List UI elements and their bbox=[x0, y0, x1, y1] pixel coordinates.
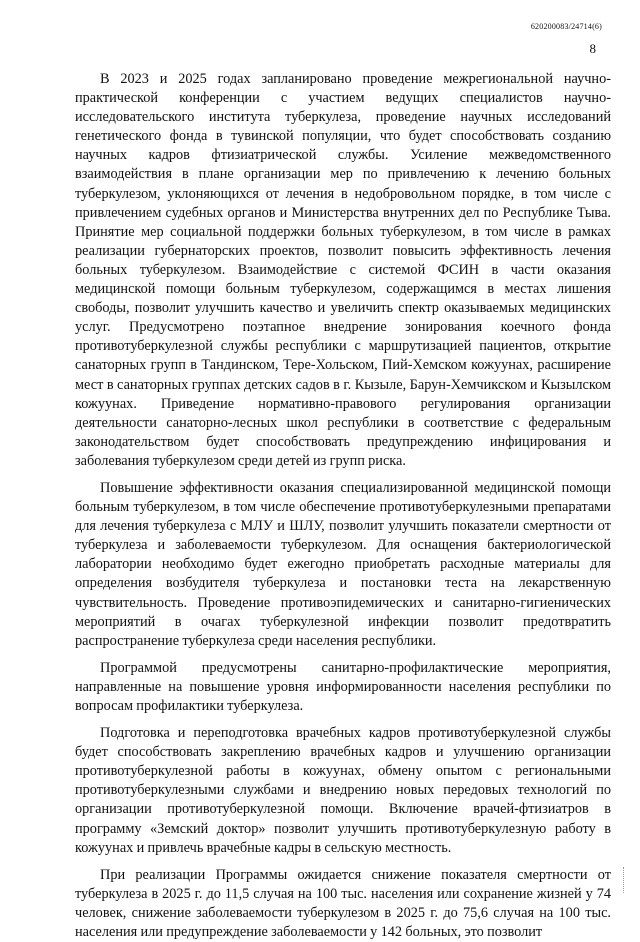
paragraph-expected-results: При реализации Программы ожидается снижение показателя смертности от туберкулеза в 2025 г. до 11,5 случая на 100 тыс. населения или сохранение жизней у 74 человек, снижение заболеваемости туберкулезом в 2025 г. до 75,6 случая на 100 тыс. населения или предупреждение заболеваемости у 142 больных, это позволит bbox=[75, 866, 611, 941]
document-body bbox=[75, 70, 611, 942]
paragraph-specialized-care: Повышение эффективности оказания специализированной медицинской помощи больным туберкулезом, в том числе обеспечение противотуберкулезными препаратами для лечения туберкулеза с МЛУ и ШЛУ, позволит улучшить показатели смертности от туберкулеза и заболеваемости туберкулезом. Для оснащения бактериологической лаборатории необходимо будет ежегодно приобретать расходные материалы для определения возбудителя туберкулеза и постановки теста на лекарственную чувствительность. Проведение противоэпидемических и санитарно-гигиенических мероприятий в очагах туберкулезной инфекции позволит предотвратить распространение туберкулеза среди населения республики. bbox=[75, 479, 611, 649]
page-number: 8 bbox=[589, 41, 596, 56]
document-id: 620200083/24714(6) bbox=[530, 22, 602, 31]
scan-edge-mark bbox=[623, 867, 628, 893]
paragraph-staff-training: Подготовка и переподготовка врачебных кадров противотуберкулезной службы будет способствовать закреплению врачебных кадров и улучшению организации противотуберкулезной работы в кожуунах, обмену опытом с региональными противотуберкулезными службами и внедрению новых передовых технологий по организации противотуберкулезной помощи. Включение врачей-фтизиатров в программу «Земский доктор» позволит улучшить противотуберкулезную работу в кожуунах и привлечь врачебные кадры в сельскую местность. bbox=[75, 725, 611, 856]
paragraph-prevention: Программой предусмотрены санитарно-профилактические мероприятия, направленные на повышение уровня информированности населения республики по вопросам профилактики туберкулеза. bbox=[75, 659, 611, 714]
paragraph-conference: В 2023 и 2025 годах запланировано проведение межрегиональной научно-практической конференции с участием ведущих специалистов научно-исследовательского института туберкулеза, проведение научных исследований генетического фонда в тувинской популяции, что будет способствовать созданию научных кадров фтизиатрической службы. Усиление межведомственного взаимодействия в плане организации мер по привлечению к лечению больных туберкулезом, уклоняющихся от лечения в недобровольном порядке, в том числе с привлечением судебных органов и Министерства внутренних дел по Республике Тыва. Принятие мер социальной поддержки больных туберкулезом, в том числе в рамках реализации губернаторских проектов, позволит повысить эффективность лечения больных туберкулезом. Взаимодействие с системой ФСИН в части оказания медицинской помощи больным туберкулезом, содержащимся в местах лишения свободы, позволит улучшить качество и увеличить спектр оказываемых медицинских услуг. Предусмотрено поэтапное внедрение зонирования коечного фонда противотуберкулезной службы республики с маршрутизацией пациентов, открытие санаторных групп в Тандинском, Тере-Хольском, Пий-Хемском кожуунах, расширение мест в санаторных группах детских садов в г. Кызыле, Барун-Хемчикском и Кызылском кожуунах. Приведение нормативно-правового регулирования организации деятельности санаторно-лесных школ республики в соответствие с федеральным законодательством будет способствовать предупреждению инфицирования и заболевания туберкулезом среди детей из групп риска. bbox=[75, 71, 611, 469]
